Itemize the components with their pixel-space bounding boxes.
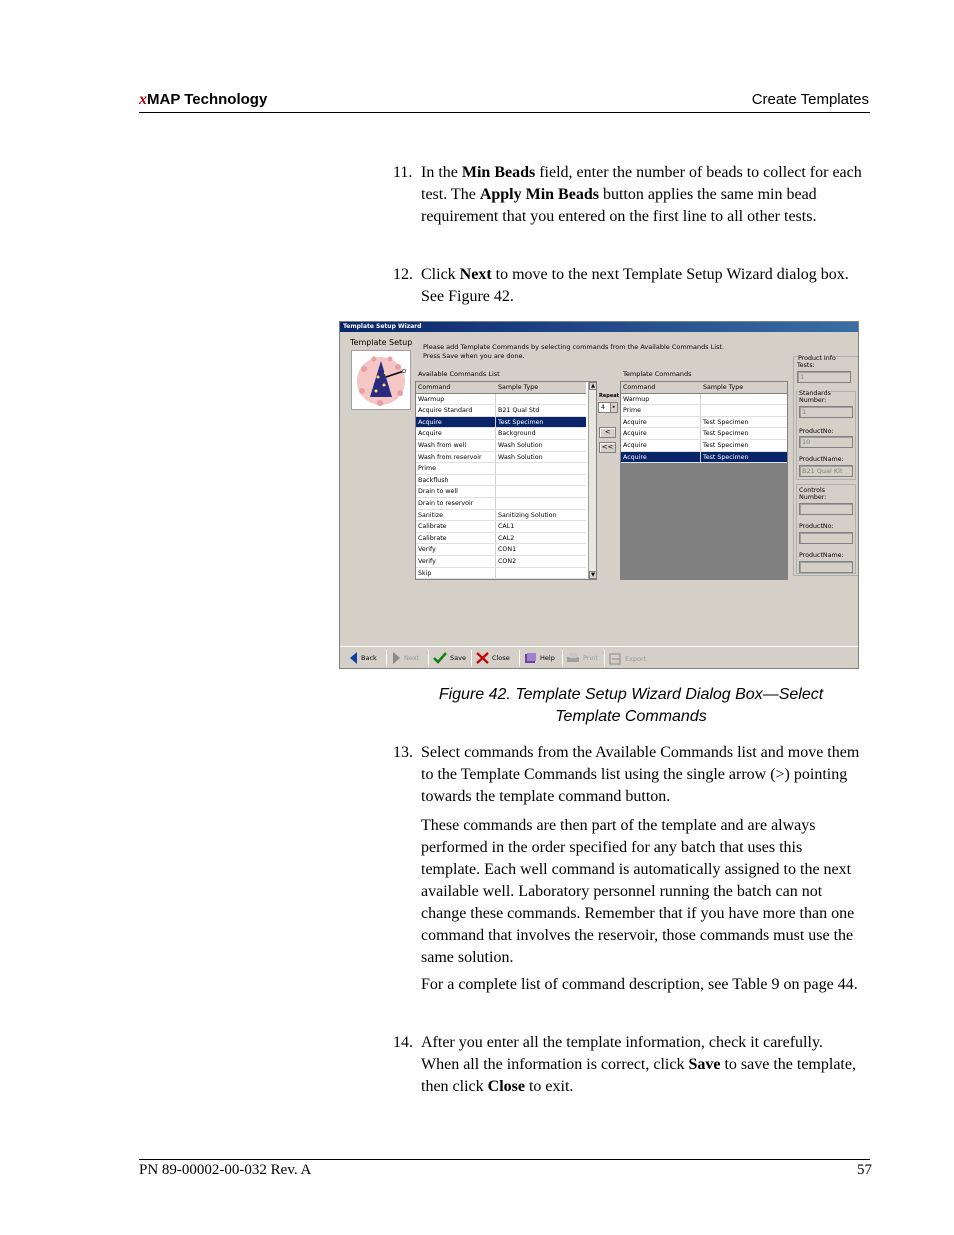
column-header-command[interactable]: Command: [416, 382, 496, 393]
step-13-detail: These commands are then part of the template and are always performed in the order specified for any batch that uses this template. Each well command is automatically assigned to the next available well. Laboratory personnel running the batch can not change these commands. Remember that if you have more than one command that involves the reservoir, those commands must use the same solution.: [421, 817, 855, 966]
product-info-title: Product Info: [798, 355, 836, 362]
text: to exit.: [524, 1078, 574, 1095]
dialog-title: Template Setup Wizard: [340, 322, 858, 332]
controls-productname-field[interactable]: [799, 561, 853, 573]
brand-name: MAP Technology: [147, 91, 268, 108]
step-14: [393, 1032, 863, 1098]
print-label: Print: [583, 654, 598, 662]
step-11: [393, 162, 863, 228]
header-brand: [139, 91, 267, 109]
cell-sample-type: CON1: [498, 546, 517, 554]
controls-productno-label: ProductNo:: [799, 523, 834, 530]
text: In the: [421, 164, 462, 181]
toolbar-separator: [471, 650, 472, 666]
bold-text: Next: [459, 266, 492, 283]
cell-command: Warmup: [621, 394, 701, 405]
cell-command: Wash from well: [416, 440, 496, 451]
move-all-button[interactable]: <<: [599, 442, 616, 453]
cell-command: Verify: [416, 556, 496, 567]
product-info-panel: [793, 356, 859, 576]
cell-command: Acquire: [416, 428, 496, 439]
back-arrow-icon: [349, 652, 358, 664]
scroll-down-icon[interactable]: ▼: [589, 571, 597, 579]
toolbar-separator: [386, 650, 387, 666]
close-label: Close: [492, 654, 510, 662]
instruction-line: Press Save when you are done.: [423, 352, 525, 360]
table-row[interactable]: [416, 463, 586, 475]
save-button[interactable]: [433, 652, 466, 664]
cell-command: Drain to reservoir: [416, 498, 496, 509]
caption-line: Figure 42. Template Setup Wizard Dialog Box—Select: [438, 686, 824, 703]
back-label: Back: [361, 654, 377, 662]
toolbar-separator: [519, 650, 520, 666]
controls-number-label: Number:: [799, 494, 827, 501]
tests-field[interactable]: 1: [797, 371, 851, 383]
text: field, enter the number of beads to collect for each test. The: [421, 164, 862, 203]
controls-productname-label: ProductName:: [799, 552, 844, 559]
export-button[interactable]: [608, 652, 646, 666]
printer-icon: [566, 652, 580, 664]
table-row[interactable]: [621, 452, 787, 464]
column-header-sample-type[interactable]: Sample Type: [498, 384, 539, 391]
footer-rule: [139, 1159, 870, 1160]
table-row[interactable]: [416, 417, 586, 429]
step-number: 14.: [393, 1034, 413, 1051]
cell-command: Skip: [416, 568, 496, 579]
header-section: Create Templates: [751, 91, 869, 108]
standards-productno-label: ProductNo:: [799, 428, 834, 435]
standards-productno-field[interactable]: 10: [799, 436, 853, 448]
step-text: Select commands from the Available Commands list and move them to the Template Commands list using the single arrow (>) pointing towards the template command button.: [421, 744, 860, 805]
print-button[interactable]: [566, 652, 598, 664]
header-rule: [139, 112, 870, 113]
cell-sample-type: B21 Qual Std: [498, 407, 540, 415]
wizard-toolbar: [340, 646, 858, 668]
cell-sample-type: CAL2: [498, 534, 515, 542]
export-icon: [608, 652, 622, 666]
text: button applies the same min bead requirement that you entered on the first line to all other tests.: [421, 186, 817, 225]
bold-text: Min Beads: [461, 164, 536, 181]
step-13-reference: For a complete list of command description, see Table 9 on page 44.: [421, 976, 858, 993]
cell-sample-type: [496, 475, 586, 486]
standards-productname-label: ProductName:: [799, 456, 844, 463]
text: to save the template, then click: [421, 1056, 856, 1095]
standards-group: [796, 391, 856, 480]
step-text: [421, 264, 863, 308]
close-button[interactable]: [476, 652, 510, 664]
cell-command: Verify: [416, 544, 496, 555]
table-row[interactable]: [416, 486, 586, 498]
table-row[interactable]: [621, 394, 787, 406]
cell-sample-type: Wash Solution: [498, 442, 543, 449]
instructions: [423, 343, 724, 361]
cell-sample-type: [496, 486, 586, 497]
table-row[interactable]: [416, 544, 586, 556]
side-title: Template Setup: [350, 338, 413, 347]
controls-productno-field[interactable]: [799, 532, 853, 544]
cell-sample-type: Sanitizing Solution: [498, 511, 557, 519]
list-header: [621, 382, 787, 394]
repeat-input[interactable]: [598, 402, 618, 413]
bold-text: Save: [688, 1056, 721, 1073]
table-row[interactable]: [416, 405, 586, 417]
cell-command: Prime: [416, 463, 496, 474]
part-number: PN 89-00002-00-032 Rev. A: [139, 1162, 312, 1178]
repeat-spinner-icon[interactable]: ▸: [610, 403, 617, 412]
table-row[interactable]: [416, 568, 586, 580]
cell-command: Acquire: [416, 417, 496, 428]
step-text: [421, 1032, 863, 1098]
cell-command: Wash from reservoir: [416, 452, 496, 463]
save-label: Save: [450, 654, 466, 662]
table-row[interactable]: [621, 417, 787, 429]
table-row[interactable]: [621, 405, 787, 417]
move-to-template-button[interactable]: <: [599, 427, 616, 438]
cell-command: Acquire: [621, 440, 701, 451]
cell-sample-type: Background: [498, 430, 536, 438]
help-book-icon: [524, 652, 537, 664]
controls-title: Controls: [799, 487, 826, 494]
back-button[interactable]: [349, 652, 377, 664]
cell-command: Prime: [621, 405, 701, 416]
standards-number-field[interactable]: 1: [799, 406, 853, 418]
next-button[interactable]: [392, 652, 419, 664]
available-list-scrollbar[interactable]: [588, 382, 596, 579]
cell-command: Acquire: [621, 428, 701, 439]
repeat-label: Repeat: [599, 393, 619, 399]
text: Click: [421, 266, 460, 283]
step-text: [421, 162, 863, 228]
available-commands-list[interactable]: [415, 381, 597, 580]
available-commands-label: Available Commands List: [418, 370, 500, 378]
cell-command: Sanitize: [416, 510, 496, 521]
text: to move to the next Template Setup Wizard dialog box. See Figure 42.: [421, 266, 849, 305]
table-row[interactable]: [621, 440, 787, 452]
table-row[interactable]: [416, 498, 586, 510]
standards-number-label: Number:: [799, 397, 827, 404]
cell-command: Acquire: [621, 417, 701, 428]
controls-number-field[interactable]: [799, 503, 853, 515]
cell-sample-type: Test Specimen: [703, 430, 749, 438]
table-row[interactable]: [416, 556, 586, 568]
help-label: Help: [540, 654, 555, 662]
cell-sample-type: [496, 394, 586, 405]
cell-sample-type: CAL1: [498, 523, 515, 531]
table-row[interactable]: [621, 428, 787, 440]
standards-title: Standards: [799, 390, 831, 397]
repeat-value: 4: [601, 404, 605, 411]
bold-text: Close: [487, 1078, 525, 1095]
template-setup-wizard-dialog: [339, 321, 859, 669]
checkmark-icon: [433, 652, 447, 664]
wizard-logo-icon: [351, 350, 411, 410]
scroll-up-icon[interactable]: ▲: [589, 382, 597, 390]
instruction-line: Please add Template Commands by selecting commands from the Available Commands List.: [423, 343, 725, 351]
toolbar-separator: [562, 650, 563, 666]
cell-command: Acquire Standard: [416, 405, 496, 416]
export-label: Export: [625, 655, 647, 663]
cell-sample-type: Test Specimen: [703, 453, 749, 461]
cell-sample-type: CON2: [498, 558, 517, 565]
step-12: [393, 264, 863, 308]
cell-command: Backflush: [416, 475, 496, 486]
step-number: 13.: [393, 744, 413, 761]
table-row[interactable]: [416, 475, 586, 487]
table-row[interactable]: [416, 394, 586, 406]
column-header-command[interactable]: Command: [621, 382, 701, 393]
cell-sample-type: Test Specimen: [703, 442, 749, 449]
cell-sample-type: [496, 568, 586, 579]
cell-command: Warmup: [416, 394, 496, 405]
template-commands-label: Template Commands: [623, 370, 692, 378]
caption-line: Template Commands: [555, 708, 707, 725]
step-number: 11.: [393, 164, 413, 181]
cell-command: Calibrate: [416, 533, 496, 544]
table-row[interactable]: [416, 521, 586, 533]
help-button[interactable]: [524, 652, 555, 664]
cell-command: Calibrate: [416, 521, 496, 532]
cell-sample-type: Test Specimen: [498, 418, 544, 426]
toolbar-separator: [604, 650, 605, 666]
column-header-sample-type[interactable]: Sample Type: [703, 384, 744, 391]
next-label: Next: [404, 654, 420, 662]
cell-command: Drain to well: [416, 486, 496, 497]
template-commands-list[interactable]: [620, 381, 788, 580]
brand-prefix: x: [139, 91, 147, 108]
table-row[interactable]: [416, 510, 586, 522]
table-row[interactable]: [416, 428, 586, 440]
figure-caption: [393, 684, 869, 728]
toolbar-separator: [428, 650, 429, 666]
cell-sample-type: Test Specimen: [703, 418, 749, 426]
close-icon: [476, 652, 489, 664]
list-header: [416, 382, 586, 394]
page-number: 57: [857, 1162, 872, 1178]
cell-command: Acquire: [621, 452, 701, 463]
table-row[interactable]: [416, 440, 586, 452]
cell-sample-type: [701, 394, 787, 405]
controls-group: [796, 484, 856, 574]
text: After you enter all the template information, check it carefully. When all the information is correct, click: [421, 1034, 823, 1073]
table-row[interactable]: [416, 533, 586, 545]
cell-sample-type: Wash Solution: [498, 453, 543, 461]
cell-sample-type: [496, 463, 586, 474]
tests-label: Tests:: [797, 362, 815, 369]
next-arrow-icon: [392, 652, 401, 664]
standards-productname-field[interactable]: B21 Qual Kit: [799, 465, 853, 477]
cell-sample-type: [496, 498, 586, 509]
bold-text: Apply Min Beads: [479, 186, 599, 203]
cell-sample-type: [701, 405, 787, 416]
step-number: 12.: [393, 266, 413, 283]
step-13: [393, 742, 863, 808]
table-row[interactable]: [416, 452, 586, 464]
